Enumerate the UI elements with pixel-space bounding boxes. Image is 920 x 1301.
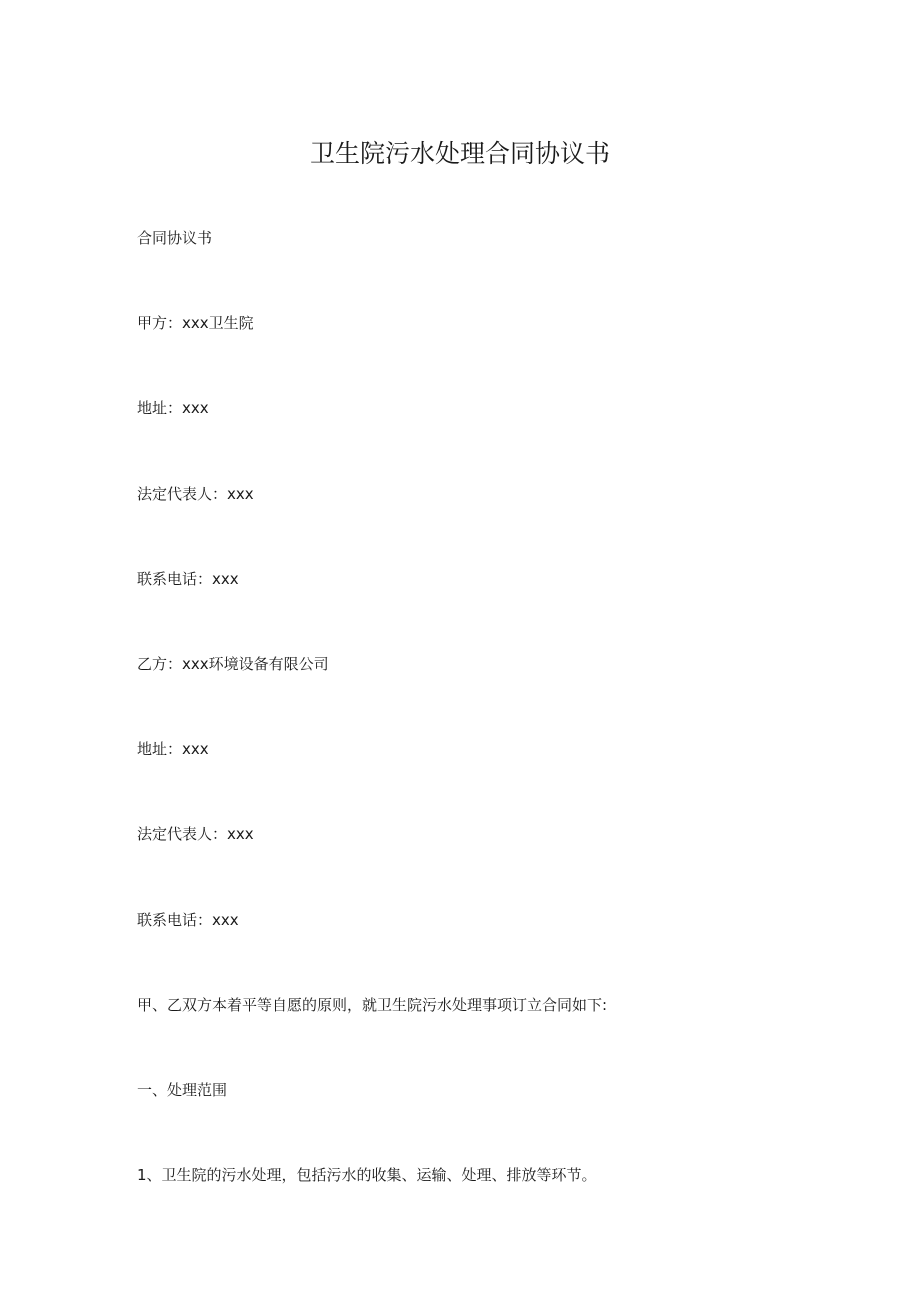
party-b-phone: 联系电话：xxx — [137, 910, 239, 929]
document-body — [137, 226, 837, 1248]
party-b-address: 地址：xxx — [137, 740, 209, 759]
preamble-paragraph: 甲、乙双方本着平等自愿的原则，就卫生院污水处理事项订立合同如下: — [137, 995, 608, 1014]
party-a-phone: 联系电话：xxx — [137, 569, 239, 588]
party-a-legal-representative: 法定代表人：xxx — [137, 484, 254, 503]
document-title: 卫生院污水处理合同协议书 — [309, 139, 610, 168]
party-b-name: 乙方：xxx环境设备有限公司 — [137, 654, 329, 673]
doc-heading-contract: 合同协议书 — [137, 229, 213, 247]
party-a-name: 甲方：xxx卫生院 — [137, 314, 254, 333]
party-b-legal-representative: 法定代表人：xxx — [137, 825, 254, 844]
section-heading-scope: 一、处理范围 — [137, 1080, 228, 1099]
party-a-address: 地址：xxx — [137, 399, 209, 418]
scope-item-1: 1、卫生院的污水处理，包括污水的收集、运输、处理、排放等环节。 — [137, 1166, 597, 1185]
